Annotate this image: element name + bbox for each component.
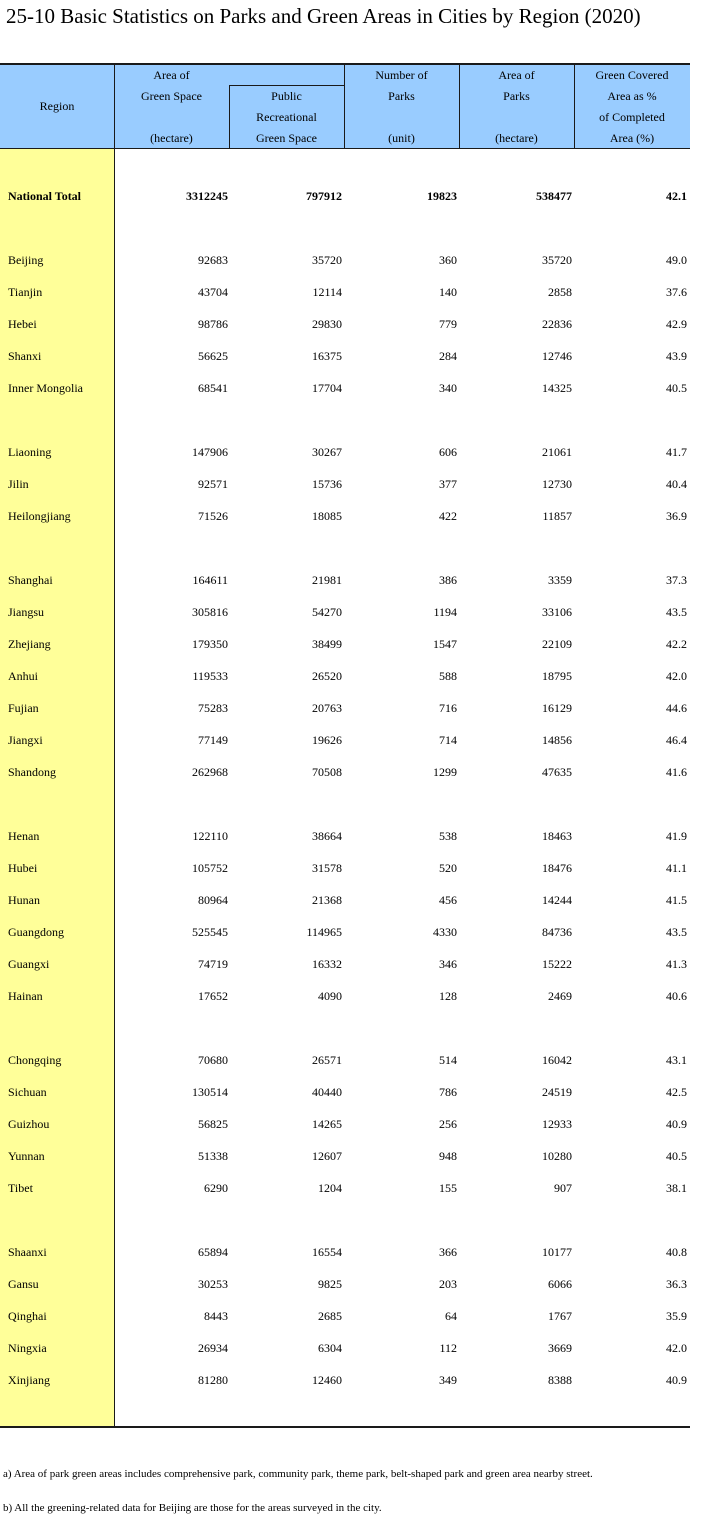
table-row: Henan 122110 38664 538 18463 41.9 xyxy=(8,829,687,843)
table-row: Guangxi 74719 16332 346 15222 41.3 xyxy=(8,957,687,971)
table-row: Jilin 92571 15736 377 12730 40.4 xyxy=(8,477,687,491)
table-row: Sichuan 130514 40440 786 24519 42.5 xyxy=(8,1085,687,1099)
table-bottom-rule xyxy=(0,1426,690,1428)
table-row: Hebei 98786 29830 779 22836 42.9 xyxy=(8,317,687,331)
page-title: 25-10 Basic Statistics on Parks and Green Areas in Cities by Region (2020) xyxy=(6,4,641,28)
table-row: Zhejiang 179350 38499 1547 22109 42.2 xyxy=(8,637,687,651)
table-row: Jiangxi 77149 19626 714 14856 46.4 xyxy=(8,733,687,747)
table-row: Guizhou 56825 14265 256 12933 40.9 xyxy=(8,1117,687,1131)
header-number-of-parks: Number of Parks (unit) xyxy=(375,68,428,145)
header-area-of-parks: Area of Parks (hectare) xyxy=(495,68,538,145)
table-row: Shandong 262968 70508 1299 47635 41.6 xyxy=(8,765,687,779)
table-row: Shanghai 164611 21981 386 3359 37.3 xyxy=(8,573,687,587)
footnote-a: a) Area of park green areas includes comprehensive park, community park, theme park, belt-shaped park and green area nearby street. xyxy=(3,1468,593,1480)
table-row: Guangdong 525545 114965 4330 84736 43.5 xyxy=(8,925,687,939)
table-row: Chongqing 70680 26571 514 16042 43.1 xyxy=(8,1053,687,1067)
table-row: Liaoning 147906 30267 606 21061 41.7 xyxy=(8,445,687,459)
header-green-space: Area of Green Space (hectare) xyxy=(141,68,202,145)
table-row: Xinjiang 81280 12460 349 8388 40.9 xyxy=(8,1373,687,1387)
table-row: Qinghai 8443 2685 64 1767 35.9 xyxy=(8,1309,687,1323)
table-row: Beijing 92683 35720 360 35720 49.0 xyxy=(8,253,687,267)
table-row: Hainan 17652 4090 128 2469 40.6 xyxy=(8,989,687,1003)
header-region: Region xyxy=(39,99,75,113)
table-row: Heilongjiang 71526 18085 422 11857 36.9 xyxy=(8,509,687,523)
footnote-b: b) All the greening-related data for Beijing are those for the areas surveyed in the city. xyxy=(3,1502,382,1514)
table-row: Yunnan 51338 12607 948 10280 40.5 xyxy=(8,1149,687,1163)
table-row: Hunan 80964 21368 456 14244 41.5 xyxy=(8,893,687,907)
table-row: Gansu 30253 9825 203 6066 36.3 xyxy=(8,1277,687,1291)
table-row-national-total: National Total 3312245 797912 19823 538477 42.1 xyxy=(8,189,687,203)
header-public-green-space: Public Recreational Green Space xyxy=(256,89,317,145)
table-row: Tianjin 43704 12114 140 2858 37.6 xyxy=(8,285,687,299)
table-row: Fujian 75283 20763 716 16129 44.6 xyxy=(8,701,687,715)
table-row: Tibet 6290 1204 155 907 38.1 xyxy=(8,1181,687,1195)
table-row: Inner Mongolia 68541 17704 340 14325 40.5 xyxy=(8,381,687,395)
header-green-covered: Green Covered Area as % of Completed Area (%) xyxy=(595,68,669,145)
table-row: Shanxi 56625 16375 284 12746 43.9 xyxy=(8,349,687,363)
table-row: Jiangsu 305816 54270 1194 33106 43.5 xyxy=(8,605,687,619)
table-row: Anhui 119533 26520 588 18795 42.0 xyxy=(8,669,687,683)
table-row: Ningxia 26934 6304 112 3669 42.0 xyxy=(8,1341,687,1355)
table-row: Shaanxi 65894 16554 366 10177 40.8 xyxy=(8,1245,687,1259)
table-row: Hubei 105752 31578 520 18476 41.1 xyxy=(8,861,687,875)
region-column-highlight xyxy=(0,149,114,1427)
